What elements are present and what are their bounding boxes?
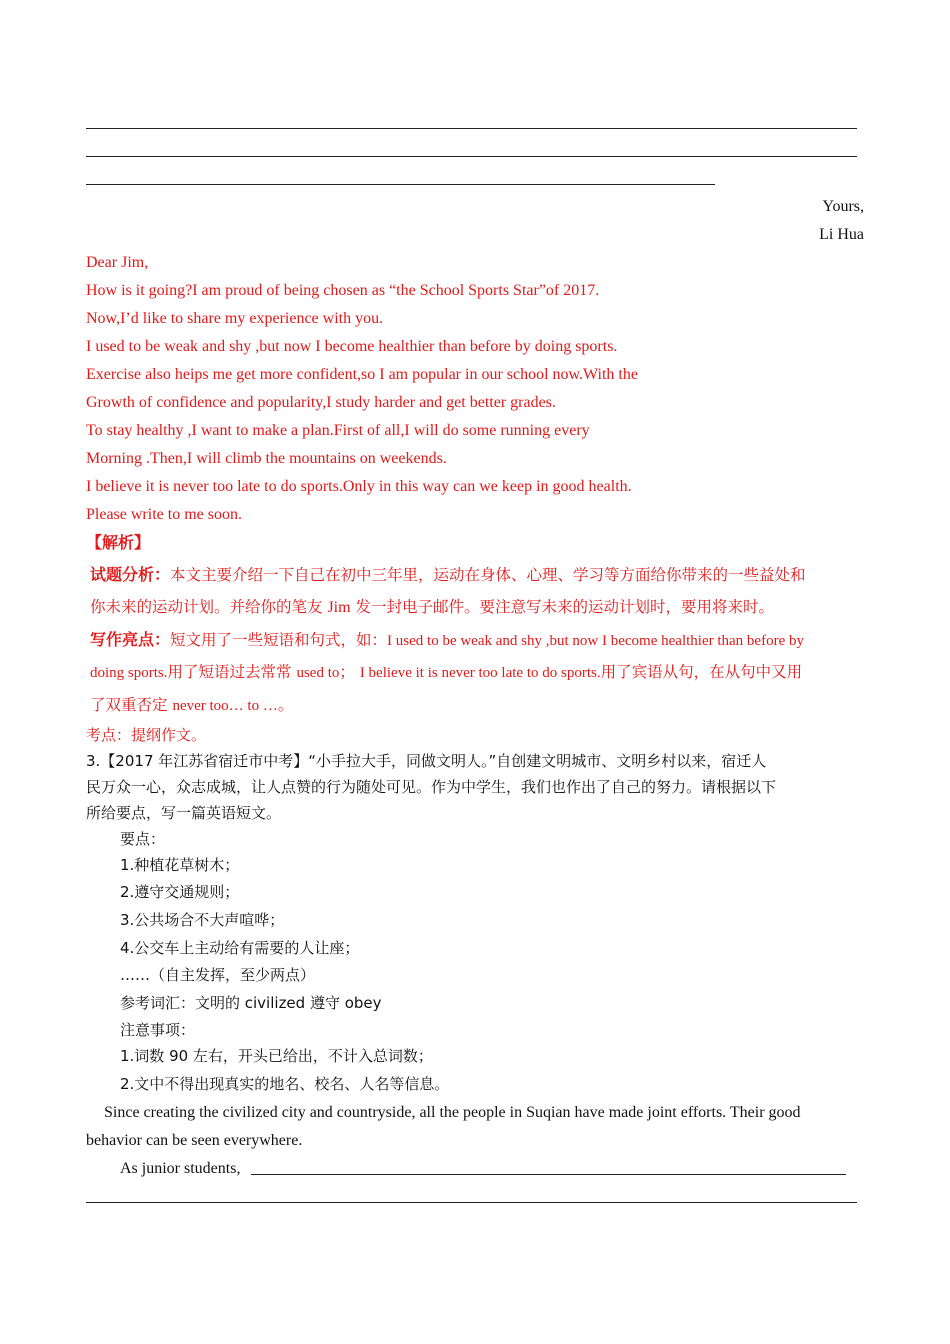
signature-name: Li Hua (819, 226, 864, 243)
analysis-line-4: doing sports.用了短语过去常常 used to； I believe it is never too late to do sports.用了宾语从句，在从句中又用 (90, 663, 803, 681)
point-item: 4.公交车上主动给有需要的人让座； (120, 939, 360, 957)
opening-text: behavior can be seen everywhere. (86, 1132, 303, 1149)
answer-line: How is it going?I am proud of being chosen as “the School Sports Star”of 2017. (86, 282, 600, 299)
writing-line (86, 156, 857, 157)
answer-line: I believe it is never too late to do sports.Only in this way can we keep in good health. (86, 478, 632, 495)
writing-line[interactable] (86, 1202, 857, 1203)
answer-line: Exercise also heips me get more confident,so I am popular in our school now.With the (86, 366, 638, 383)
analysis-line-1: 试题分析：本文主要介绍一下自己在初中三年里，运动在身体、心理、学习等方面给你带来的一些益处和 (90, 565, 806, 584)
answer-line: Now,I’d like to share my experience with you. (86, 310, 384, 327)
writing-line[interactable] (251, 1174, 846, 1175)
answer-line: Please write to me soon. (86, 506, 242, 523)
highlight-label: 写作亮点： (90, 630, 171, 649)
opening-text: As junior students, (120, 1160, 241, 1177)
answer-line: Growth of confidence and popularity,I study harder and get better grades. (86, 394, 556, 411)
question-text: 民万众一心，众志成城，让人点赞的行为随处可见。作为中学生，我们也作出了自己的努力。请根据以下 (86, 778, 777, 796)
points-title: 要点： (120, 830, 166, 848)
analysis-line-3: 写作亮点：短文用了一些短语和句式，如：I used to be weak and shy ,but now I become healthier than before by (90, 630, 804, 649)
question-text: 3.【2017 年江苏省宿迁市中考】“小手拉大手，同做文明人。”自创建文明城市、文明乡村以来，宿迁人 (86, 752, 767, 770)
writing-line (86, 184, 715, 185)
analysis-line-2: 你未来的运动计划。并给你的笔友 Jim 发一封电子邮件。要注意写未来的运动计划时，要用将来时。 (90, 598, 774, 616)
point-item: ……（自主发挥，至少两点） (120, 966, 316, 984)
analysis-label: 试题分析： (90, 565, 171, 584)
answer-line: Dear Jim, (86, 254, 149, 271)
note-item: 2.文中不得出现真实的地名、校名、人名等信息。 (120, 1075, 450, 1093)
point-item: 1.种植花草树木； (120, 856, 240, 874)
analysis-heading: 【解析】 (86, 533, 151, 552)
question-text: 所给要点，写一篇英语短文。 (86, 804, 282, 822)
point-item: 3.公共场合不大声喧哗； (120, 911, 285, 929)
answer-line: Morning .Then,I will climb the mountains on weekends. (86, 450, 447, 467)
point-item: 2.遵守交通规则； (120, 883, 240, 901)
answer-line: To stay healthy ,I want to make a plan.First of all,I will do some running every (86, 422, 590, 439)
vocab: 参考词汇：文明的 civilized 遵守 obey (120, 994, 382, 1012)
notes-title: 注意事项： (120, 1021, 196, 1039)
exam-point: 考点：提纲作文。 (86, 726, 207, 744)
note-item: 1.词数 90 左右，开头已给出，不计入总词数； (120, 1047, 433, 1065)
opening-text: Since creating the civilized city and countryside, all the people in Suqian have made joint efforts. Their good (104, 1104, 801, 1121)
writing-line (86, 128, 857, 129)
answer-line: I used to be weak and shy ,but now I become healthier than before by doing sports. (86, 338, 618, 355)
analysis-line-5: 了双重否定 never too… to …。 (90, 696, 294, 714)
closing: Yours, (822, 198, 864, 215)
